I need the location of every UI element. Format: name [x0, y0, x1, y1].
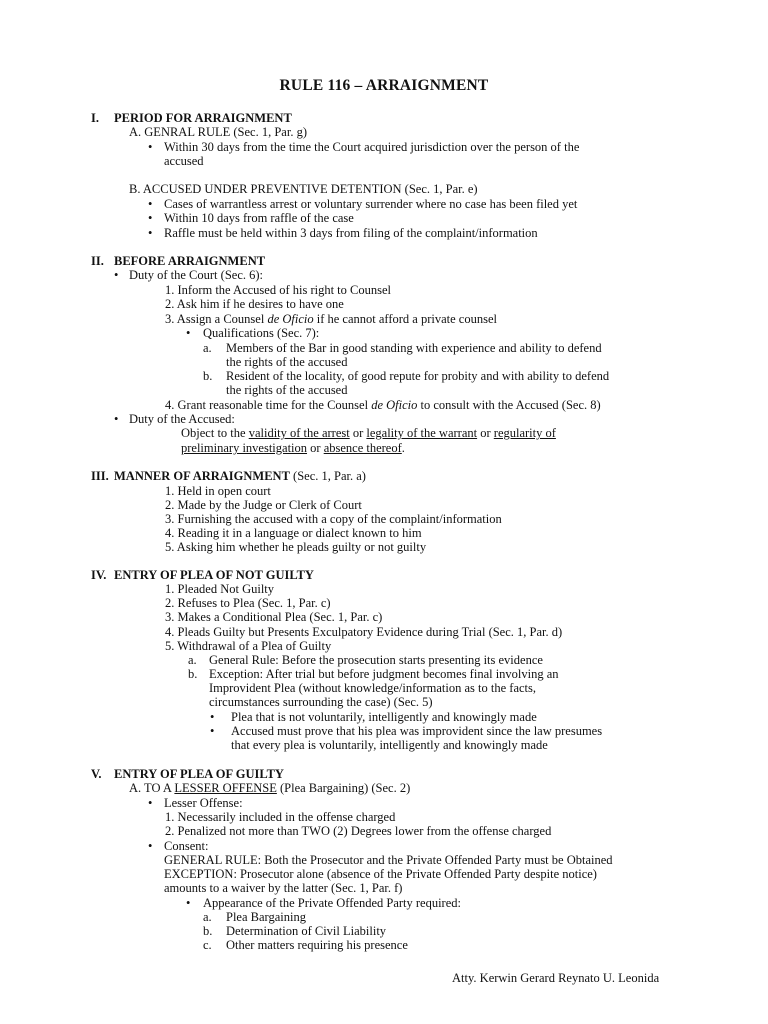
list-item: Determination of Civil Liability: [226, 924, 387, 938]
list-item: 1. Held in open court: [165, 484, 271, 498]
list-item: Exception: After trial but before judgment becomes final involving an: [209, 667, 559, 681]
section-heading: PERIOD FOR ARRAIGNMENT: [114, 111, 292, 125]
underlined-text: LESSER OFFENSE: [174, 781, 277, 795]
list-item: General Rule: Before the prosecution starts presenting its evidence: [209, 653, 543, 667]
list-item: Duty of the Accused:: [129, 412, 235, 426]
underlined-text: preliminary investigation: [181, 441, 308, 455]
page-footer-author: Atty. Kerwin Gerard Reynato U. Leonida: [452, 971, 660, 985]
list-marker: a.: [203, 910, 212, 924]
subsection-heading: [129, 781, 410, 795]
list-item: 5. Withdrawal of a Plea of Guilty: [165, 639, 332, 653]
section-number: V.: [91, 767, 102, 781]
section-heading: ENTRY OF PLEA OF GUILTY: [114, 767, 284, 781]
section-number: III.: [91, 469, 109, 483]
text: if he cannot afford a private counsel: [313, 312, 497, 326]
text: .: [401, 441, 405, 455]
heading-text: MANNER OF ARRAIGNMENT: [114, 469, 290, 483]
paragraph-line: [181, 426, 556, 440]
underlined-text: legality of the warrant: [366, 426, 478, 440]
list-item: the rights of the accused: [226, 383, 348, 397]
italic-text: de Oficio: [371, 398, 418, 412]
list-item: Plea Bargaining: [226, 910, 306, 924]
list-item: accused: [164, 154, 204, 168]
section-heading: ENTRY OF PLEA OF NOT GUILTY: [114, 568, 314, 582]
list-item: Within 30 days from the time the Court acquired jurisdiction over the person of the: [164, 140, 580, 154]
text: 3. Assign a Counsel: [165, 312, 268, 326]
underlined-text: regularity of: [493, 426, 556, 440]
text: or: [349, 426, 367, 440]
text: A. TO A: [129, 781, 175, 795]
subsection-heading: B. ACCUSED UNDER PREVENTIVE DETENTION (Sec. 1, Par. e): [129, 182, 478, 196]
subsection-heading: A. GENRAL RULE (Sec. 1, Par. g): [129, 125, 307, 139]
bullet-icon: •: [186, 896, 191, 910]
list-item: Appearance of the Private Offended Party required:: [203, 896, 461, 910]
bullet-icon: •: [114, 412, 119, 426]
list-item: 3. Makes a Conditional Plea (Sec. 1, Par. c): [165, 610, 383, 624]
text: or: [477, 426, 494, 440]
list-item: 5. Asking him whether he pleads guilty or not guilty: [165, 540, 427, 554]
list-item: 4. Reading it in a language or dialect known to him: [165, 526, 422, 540]
bullet-icon: •: [148, 211, 153, 225]
underlined-text: absence thereof: [323, 441, 402, 455]
list-item: 2. Refuses to Plea (Sec. 1, Par. c): [165, 596, 331, 610]
list-item: Duty of the Court (Sec. 6):: [129, 268, 264, 282]
bullet-icon: •: [210, 710, 215, 724]
page-title: RULE 116 – ARRAIGNMENT: [279, 77, 489, 94]
list-item: Cases of warrantless arrest or voluntary surrender where no case has been filed yet: [164, 197, 578, 211]
paragraph-line: [181, 441, 405, 455]
list-item: 2. Ask him if he desires to have one: [165, 297, 344, 311]
section-number: II.: [91, 254, 104, 268]
text: Object to the: [181, 426, 249, 440]
list-item: circumstances surrounding the case) (Sec. 5): [209, 695, 433, 709]
paragraph-line: amounts to a waiver by the latter (Sec. 1, Par. f): [164, 881, 403, 895]
list-item: Improvident Plea (without knowledge/information as to the facts,: [209, 681, 537, 695]
bullet-icon: •: [114, 268, 119, 282]
list-item: [165, 312, 497, 326]
list-item: Resident of the locality, of good repute for probity and with ability to defend: [226, 369, 610, 383]
bullet-icon: •: [148, 226, 153, 240]
text: 4. Grant reasonable time for the Counsel: [165, 398, 372, 412]
list-item: 1. Pleaded Not Guilty: [165, 582, 275, 596]
bullet-icon: •: [148, 796, 153, 810]
list-marker: c.: [203, 938, 212, 952]
bullet-icon: •: [186, 326, 191, 340]
text: to consult with the Accused (Sec. 8): [417, 398, 601, 412]
list-marker: a.: [188, 653, 197, 667]
section-heading: [114, 469, 366, 483]
list-item: Plea that is not voluntarily, intelligently and knowingly made: [231, 710, 537, 724]
section-number: IV.: [91, 568, 107, 582]
list-item: 1. Inform the Accused of his right to Counsel: [165, 283, 392, 297]
underlined-text: validity of the arrest: [248, 426, 350, 440]
list-item: 4. Pleads Guilty but Presents Exculpatory Evidence during Trial (Sec. 1, Par. d): [165, 625, 563, 639]
list-item: 1. Necessarily included in the offense charged: [165, 810, 396, 824]
list-item: Accused must prove that his plea was improvident since the law presumes: [231, 724, 603, 738]
section-number: I.: [91, 111, 99, 125]
list-item: Consent:: [164, 839, 209, 853]
list-item: Other matters requiring his presence: [226, 938, 408, 952]
list-marker: b.: [203, 924, 213, 938]
bullet-icon: •: [148, 197, 153, 211]
list-item: the rights of the accused: [226, 355, 348, 369]
bullet-icon: •: [148, 839, 153, 853]
bullet-icon: •: [210, 724, 215, 738]
list-item: Within 10 days from raffle of the case: [164, 211, 354, 225]
text: or: [307, 441, 324, 455]
italic-text: de Oficio: [267, 312, 314, 326]
list-item: 2. Made by the Judge or Clerk of Court: [165, 498, 362, 512]
list-item: 2. Penalized not more than TWO (2) Degrees lower from the offense charged: [165, 824, 552, 838]
paragraph-line: EXCEPTION: Prosecutor alone (absence of the Private Offended Party despite notice): [164, 867, 597, 881]
list-marker: b.: [188, 667, 198, 681]
list-item: 3. Furnishing the accused with a copy of the complaint/information: [165, 512, 502, 526]
list-item: that every plea is voluntarily, intelligently and knowingly made: [231, 738, 548, 752]
text: (Plea Bargaining) (Sec. 2): [276, 781, 411, 795]
bullet-icon: •: [148, 140, 153, 154]
list-item: Lesser Offense:: [164, 796, 243, 810]
list-item: Qualifications (Sec. 7):: [203, 326, 320, 340]
list-marker: b.: [203, 369, 213, 383]
list-item: Raffle must be held within 3 days from filing of the complaint/information: [164, 226, 538, 240]
paragraph-line: GENERAL RULE: Both the Prosecutor and the Private Offended Party must be Obtained: [164, 853, 613, 867]
list-item: Members of the Bar in good standing with experience and ability to defend: [226, 341, 602, 355]
text: (Sec. 1, Par. a): [289, 469, 366, 483]
section-heading: BEFORE ARRAIGNMENT: [114, 254, 266, 268]
list-item: [165, 398, 601, 412]
list-marker: a.: [203, 341, 212, 355]
